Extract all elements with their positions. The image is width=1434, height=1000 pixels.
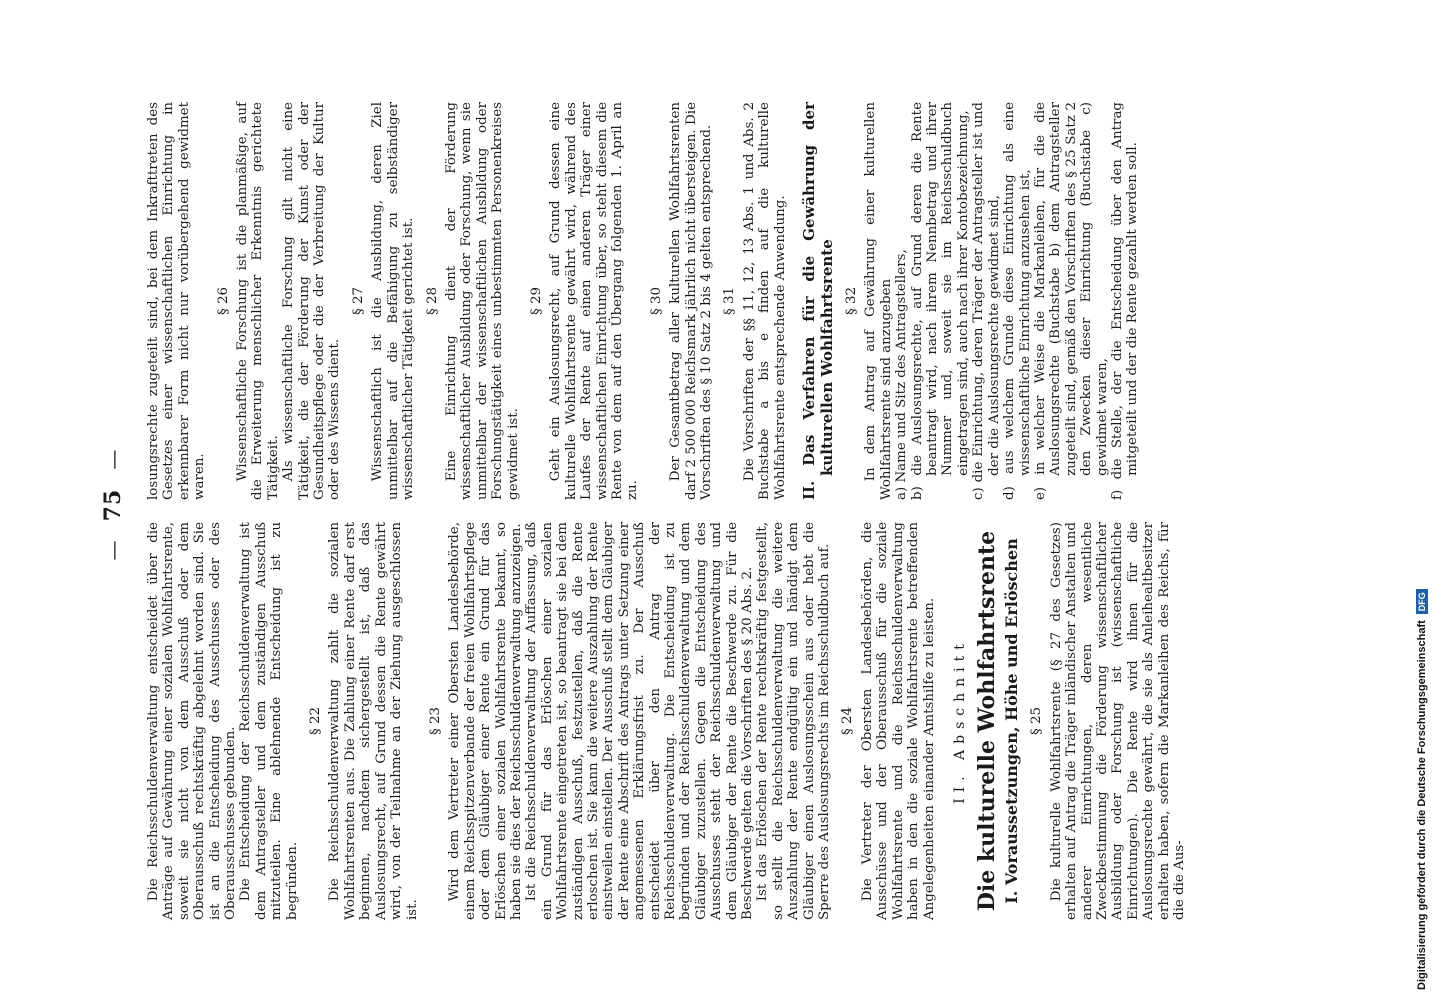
left-column <box>146 522 1187 920</box>
paragraph: Der Gesamtbetrag aller kulturellen Wohlfahrtsrenten darf 2 500 000 Reichsmark jährlich nicht übersteigen. Die Vorschriften des § 10 Satz 2 bis 4 gelten entsprechend. <box>668 102 714 500</box>
section-title: II. Das Verfahren für die Gewährung der kulturellen Wohlfahrtsrente <box>800 102 837 500</box>
requirements-list <box>894 102 1141 500</box>
list-item: b) die Auslosungsrechte, auf Grund deren die Rente beantragt wird, nach ihrem Nennbetrag und ihrer Nummer und, soweit sie im Reichsschuldbuch eingetragen sind, auch nach ihrer Kontobezeichnung, <box>909 102 971 500</box>
chapter-title: Die kulturelle Wohlfahrtsrente <box>974 530 1001 912</box>
paragraph: Geht ein Auslosungsrecht, auf Grund dessen eine kulturelle Wohlfahrtsrente gewährt wird, während des Laufes der Rente auf einen anderen Träger einer wissenschaftlichen Einrichtung über, so steht diesem die Rente von dem auf den Übergang folgenden 1. April an zu. <box>548 102 641 500</box>
chapter-subtitle: I. Voraussetzungen, Höhe und Erlöschen <box>1002 538 1022 904</box>
section-heading-22: § 22 <box>308 707 324 735</box>
part-heading: II. Abschnitt <box>951 638 968 804</box>
list-item: c) die Einrichtung, deren Träger der Antragsteller ist und der die Auslosungsrechte gewidmet sind, <box>971 102 1002 500</box>
digitization-notice <box>1416 589 1428 990</box>
notice-text: Digitalisierung gefördert durch die Deutsche Forschungsgemeinschaft <box>1416 620 1428 990</box>
section-heading-32: § 32 <box>844 287 860 315</box>
paragraph: Die Reichsschuldenverwaltung entscheidet über die Anträge auf Gewährung einer sozialen Wohlfahrtsrente, soweit sie nicht von dem Ausschuß oder dem Oberausschuß rechtskräftig abgelehnt worden sind. Sie ist an die Entscheidung des Ausschusses oder des Oberausschusses gebunden. <box>146 522 239 920</box>
paragraph: Die Vertreter der Obersten Landesbehörden, die Ausschüsse und der Oberausschuß für die soziale Wohlfahrtsrente und die Reichsschuldenverwaltung haben in den die soziale Wohlfahrtsrente betreffenden Angelegenheiten einander Amtshilfe zu leisten. <box>859 522 937 920</box>
dfg-logo: DFG <box>1416 589 1428 614</box>
paragraph: Die Vorschriften der §§ 11, 12, 13 Abs. 1 und Abs. 2 Buchstabe a bis e finden auf die kulturelle Wohlfahrtsrente entsprechende Anwendung. <box>741 102 788 500</box>
document-page <box>100 90 1310 920</box>
list-item: e) in welcher Weise die Markanleihen, für die die Auslosungsrechte (Buchstabe b) dem Antragsteller zugeteilt sind, gemäß den Vorschriften des § 25 Satz 2 den Zwecken dieser Einrichtung (Buchstabe c) gewidmet waren, <box>1032 102 1110 500</box>
paragraph: Wird dem Vertreter einer Obersten Landesbehörde, einem Reichsspitzenverbande der freien Wohlfahrtspflege oder dem Gläubiger einer Rente ein Grund für das Erlöschen einer sozialen Wohlfahrtsrente bekannt, so haben sie dies der Reichsschuldenverwaltung anzuzeigen. <box>447 522 524 920</box>
paragraph: In dem Antrag auf Gewährung einer kulturellen Wohlfahrtsrente sind anzugeben <box>863 102 894 500</box>
paragraph: losungsrechte zugeteilt sind, bei dem Inkrafttreten des Gesetzes einer wissenschaftlichen Einrichtung in erkennbarer Form nicht nur vorübergehend gewidmet waren. <box>146 102 208 500</box>
section-heading-26: § 26 <box>215 287 231 315</box>
header-dash-left: — <box>101 540 125 561</box>
section-heading-23: § 23 <box>427 707 443 735</box>
section-heading-30: § 30 <box>648 287 664 315</box>
section-heading-28: § 28 <box>424 287 440 315</box>
right-column <box>146 102 1141 500</box>
list-item: f) die Stelle, der die Entscheidung über den Antrag mitgeteilt und der die Rente gezahlt werden soll. <box>1109 102 1141 500</box>
list-item: a) Name und Sitz des Antragstellers, <box>894 249 910 500</box>
section-heading-31: § 31 <box>722 287 738 315</box>
paragraph: Als wissenschaftliche Forschung gilt nicht eine Tätigkeit, die der Förderung der Kunst oder der Gesundheitspflege oder die der Verbreitung der Kultur oder des Wissens dient. <box>281 102 343 500</box>
header-dash-right: — <box>101 449 125 470</box>
section-heading-25: § 25 <box>1029 707 1045 735</box>
paragraph: Eine Einrichtung dient der Förderung wissenschaftlicher Ausbildung oder Forschung, wenn sie unmittelbar der wissenschaftlichen Ausbildung oder Forschungstätigkeit eines unbestimmten Personenkreises gewidmet ist. <box>443 102 521 500</box>
section-heading-29: § 29 <box>528 287 544 315</box>
list-item: d) aus welchem Grunde diese Einrichtung als eine wissenschaftliche Einrichtung anzusehen ist, <box>1002 102 1033 500</box>
paragraph: Wissenschaftlich ist die Ausbildung, deren Ziel unmittelbar auf die Befähigung zu selbständiger wissenschaftlicher Tätigkeit gerichtet ist. <box>370 102 417 500</box>
section-heading-24: § 24 <box>840 707 856 735</box>
paragraph: Die Entscheidung der Reichsschuldenverwaltung ist dem Antragsteller und dem zuständigen Ausschuß mitzuteilen. Eine ablehnende Entscheidung ist zu begründen. <box>238 522 300 920</box>
paragraph: Ist das Erlöschen der Rente rechtskräftig festgestellt, so stellt die Reichsschuldenverwaltung die weitere Auszahlung der Rente endgültig ein und händigt dem Gläubiger einen Auslosungsschein aus oder hebt die Sperre des Auslosungsrechts im Reichsschuldbuch auf. <box>755 522 833 920</box>
page-number: 75 <box>100 488 126 522</box>
page-header <box>100 90 134 920</box>
paragraph: Wissenschaftliche Forschung ist die planmäßige, auf die Erweiterung menschlicher Erkenntnis gerichtete Tätigkeit. <box>235 102 281 500</box>
paragraph: Ist die Reichsschuldenverwaltung der Auffassung, daß ein Grund für das Erlöschen einer sozialen Wohlfahrtsrente eingetreten ist, so beantragt sie bei dem zuständigen Ausschuß, festzustellen, daß die Rente erloschen ist. Sie kann die weitere Auszahlung der Rente einstweilen einstellen. Der Ausschuß stellt dem Gläubiger der Rente eine Abschrift des Antrags unter Setzung einer angemessenen Erklärungsfrist zu. Der Ausschuß entscheidet über den Antrag der Reichsschuldenverwaltung. Die Entscheidung ist zu begründen und der Reichsschuldenverwaltung und dem Gläubiger zuzustellen. Gegen die Entscheidung des Ausschusses steht der Reichsschuldenverwaltung und dem Gläubiger der Rente die Beschwerde zu. Für die Beschwerde gelten die Vorschriften des § 20 Abs. 2. <box>524 522 756 920</box>
paragraph: Die Reichsschuldenverwaltung zahlt die sozialen Wohlfahrtsrenten aus. Die Zahlung einer Rente darf erst beginnen, nachdem sichergestellt ist, daß das Auslosungsrecht, auf Grund dessen die Rente gewährt wird, von der Teilnahme an der Ziehung ausgeschlossen ist. <box>327 522 420 920</box>
paragraph: Die kulturelle Wohlfahrtsrente (§ 27 des Gesetzes) erhalten auf Antrag die Träger inländischer Anstalten und anderer Einrichtungen, deren wesentliche Zweckbestimmung die Förderung wissenschaftlicher Ausbildung oder Forschung ist (wissenschaftliche Einrichtungen). Die Rente wird ihnen für die Auslosungsrechte gewährt, die sie als Anleihealtbesitzer erhalten haben, sofern die Markanleihen des Reichs, für die die Aus- <box>1048 522 1187 920</box>
section-heading-27: § 27 <box>350 287 366 315</box>
